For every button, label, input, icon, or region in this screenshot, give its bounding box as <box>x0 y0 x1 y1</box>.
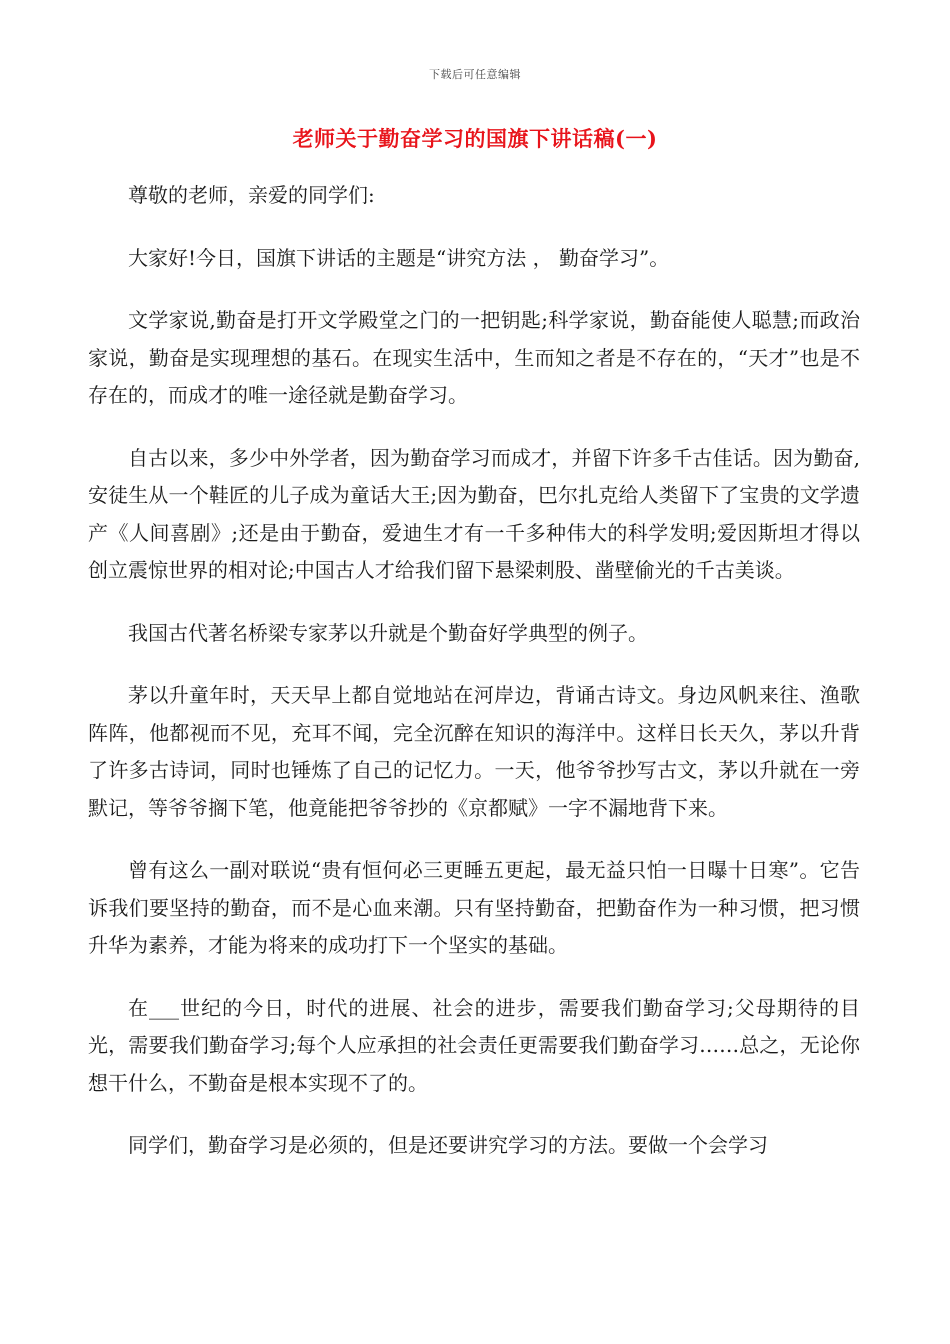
paragraph-examples: 自古以来，多少中外学者，因为勤奋学习而成才，并留下许多千古佳话。因为勤奋,安徒生从一个鞋匠的儿子成为童话大王;因为勤奋，巴尔扎克给人类留下了宝贵的文学遗产《人间喜剧》;还是由于勤奋，爱迪生才有一千多种伟大的科学发明;爱因斯坦才得以创立震惊世界的相对论;中国古人才给我们留下悬梁刺股、凿壁偷光的千古美谈。 <box>88 445 860 582</box>
paragraph-couplet: 曾有这么一副对联说“贵有恒何必三更睡五更起，最无益只怕一日曝十日寒”。它告诉我们要坚持的勤奋，而不是心血来潮。只有坚持勤奋，把勤奋作为一种习惯，把习惯升华为素养，才能为将来的成功打下一个坚实的基础。 <box>88 858 860 957</box>
document-body <box>88 177 860 1190</box>
paragraph-method: 同学们，勤奋学习是必须的，但是还要讲究学习的方法。要做一个会学习 <box>128 1133 768 1157</box>
paragraph-greeting: 大家好!今日，国旗下讲话的主题是“讲究方法 ， 勤奋学习”。 <box>128 245 670 270</box>
paragraph-century: 在___世纪的今日，时代的进展、社会的进步，需要我们勤奋学习;父母期待的目光，需要我们勤奋学习;每个人应承担的社会责任更需要我们勤奋学习……总之，无论你想干什么，不勤奋是根本实现不了的。 <box>88 995 860 1095</box>
paragraph-mao-story: 茅以升童年时，天天早上都自觉地站在河岸边，背诵古诗文。身边风帆来往、渔歌阵阵，他都视而不见，充耳不闻，完全沉醉在知识的海洋中。这样日长天久，茅以升背了许多古诗词，同时也锤炼了自己的记忆力。一天，他爷爷抄写古文，茅以升就在一旁默记，等爷爷搁下笔，他竟能把爷爷抄的《京都赋》一字不漏地背下来。 <box>88 683 860 820</box>
header-note: 下载后可任意编辑 <box>429 68 521 81</box>
paragraph-mao-intro: 我国古代著名桥梁专家茅以升就是个勤奋好学典型的例子。 <box>128 620 648 645</box>
paragraph-quotes: 文学家说,勤奋是打开文学殿堂之门的一把钥匙;科学家说，勤奋能使人聪慧;而政治家说，勤奋是实现理想的基石。在现实生活中，生而知之者是不存在的，“天才”也是不存在的，而成才的唯一途径就是勤奋学习。 <box>88 308 860 407</box>
paragraph-salutation: 尊敬的老师，亲爱的同学们: <box>128 183 375 207</box>
document-title: 老师关于勤奋学习的国旗下讲话稿(一) <box>292 126 658 151</box>
